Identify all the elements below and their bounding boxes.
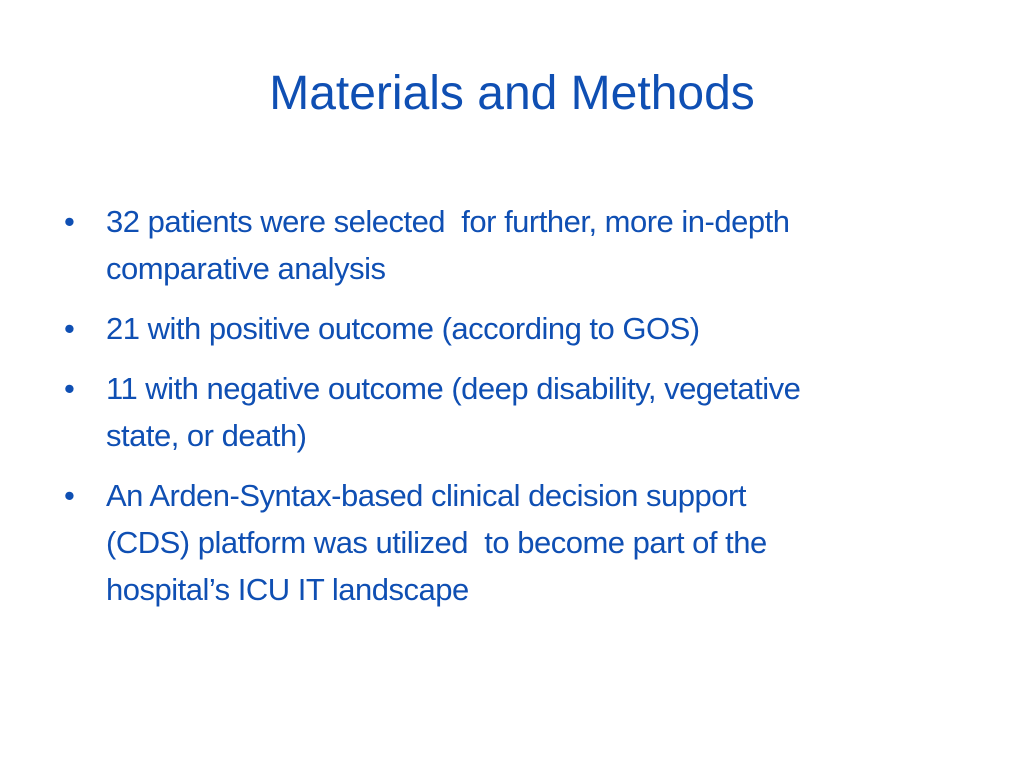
bullet-text: 11 with negative outcome (deep disability, vegetative state, or death) [106, 371, 801, 453]
bullet-list [60, 198, 980, 626]
bullet-dot-icon: • [64, 204, 75, 239]
bullet-dot-icon: • [64, 311, 75, 346]
bullet-text: 32 patients were selected for further, more in-depth comparative analysis [106, 204, 790, 286]
bullet-dot-icon: • [64, 371, 75, 406]
bullet-text: An Arden-Syntax-based clinical decision support (CDS) platform was utilized to become part of the hospital’s ICU IT landscape [106, 478, 767, 607]
bullet-dot-icon: • [64, 478, 75, 513]
bullet-item [60, 198, 980, 292]
slide-title: Materials and Methods [269, 67, 755, 120]
bullet-text: 21 with positive outcome (according to GOS) [106, 311, 700, 346]
bullet-item [60, 305, 980, 352]
bullet-item [60, 472, 980, 613]
bullet-item [60, 365, 980, 459]
